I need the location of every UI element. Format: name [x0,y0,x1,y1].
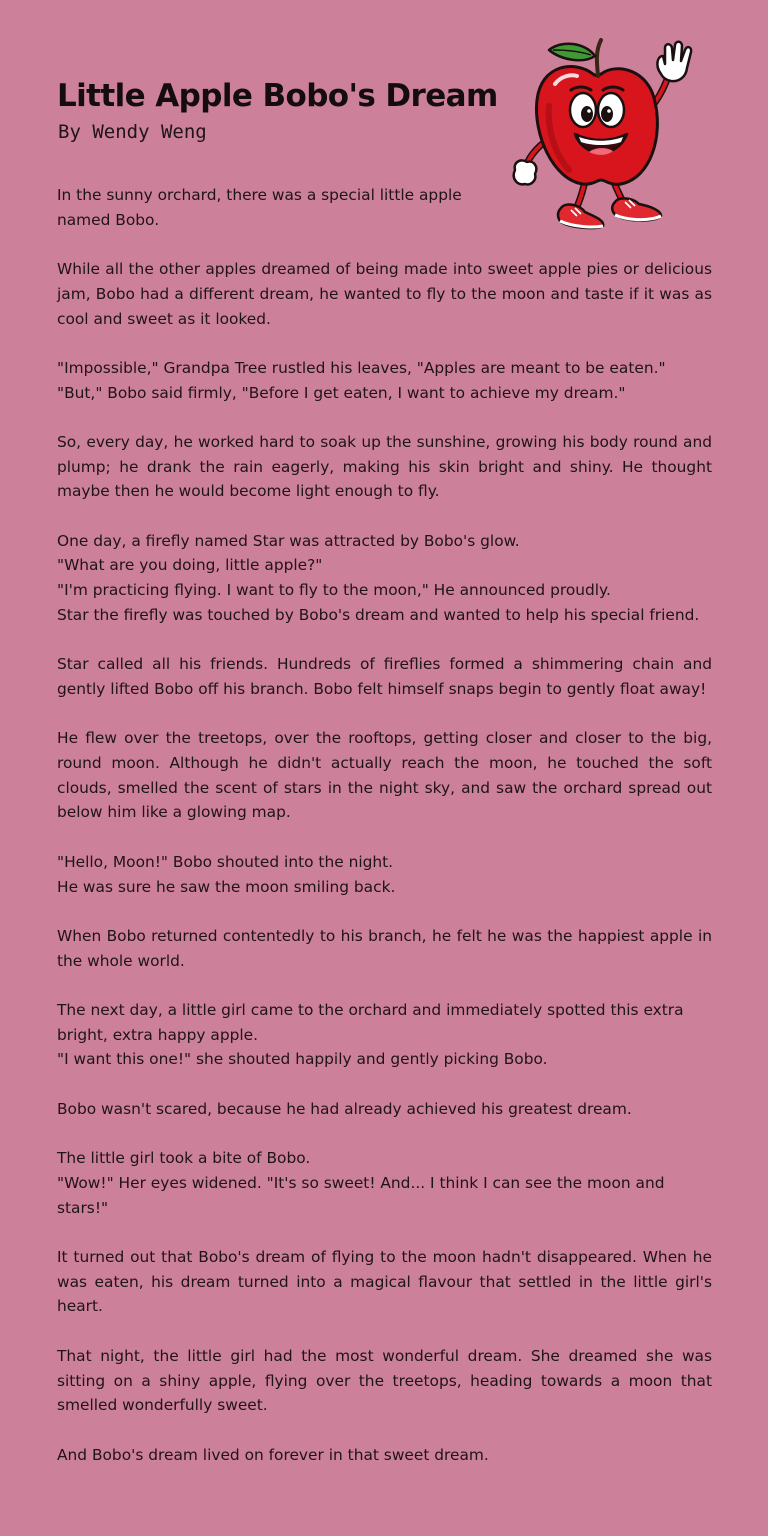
story-line: "What are you doing, little apple?" [57,556,323,575]
mascot-leaf-icon [549,44,595,61]
story-line: It turned out that Bobo's dream of flying to the moon hadn't disappeared. When he was eaten, his dream turned into a magical flavour that settled in the little girl's heart. [57,1248,712,1316]
story-line: The little girl took a bite of Bobo. [57,1149,311,1168]
mascot-stem-icon [597,40,601,76]
story-line: That night, the little girl had the most wonderful dream. She dreamed she was sitting on a shiny apple, flying over the treetops, heading towards a moon that smelled wonderfully sweet. [57,1346,712,1415]
story-line: And Bobo's dream lived on forever in that sweet dream. [57,1445,489,1464]
story-line: "I want this one!" she shouted happily and gently picking Bobo. [57,1050,548,1069]
story-line: "Wow!" Her eyes widened. "It's so sweet! And... I think I can see the moon and stars!" [57,1173,665,1217]
story-line: "Hello, Moon!" Bobo shouted into the night. [57,852,394,871]
story-line: The next day, a little girl came to the orchard and immediately spotted this extra bright, extra happy apple. [57,1001,684,1044]
story-line: "I'm practicing flying. I want to fly to the moon," He announced proudly. [57,581,611,600]
story-line: He was sure he saw the moon smiling back. [57,877,396,896]
story-paragraph [57,356,712,405]
story-paragraph [57,183,477,232]
story-line: He flew over the treetops, over the rooftops, getting closer and closer to the big, round moon. Although he didn't actually reach the moon, he touched the soft clouds, smelled the scent of stars in the night sky, and saw the orchard spread out below him like a glowing map. [57,729,712,822]
author-byline: By Wendy Weng [58,121,207,143]
story-line: Star called all his friends. Hundreds of fireflies formed a shimmering chain and gently lifted Bobo off his branch. Bobo felt himself snaps begin to gently float away! [57,655,712,698]
story-line: When Bobo returned contentedly to his branch, he felt he was the happiest apple in the whole world. [57,926,712,970]
story-paragraph [57,998,712,1072]
story-paragraph [57,1097,712,1122]
story-paragraph [57,257,712,331]
story-paragraph [57,1344,712,1418]
story-paragraph [57,850,712,899]
story-paragraph [57,430,712,504]
story-paragraph [57,652,712,701]
story-paragraph [57,1443,712,1468]
story-paragraph [57,726,712,825]
story-line: So, every day, he worked hard to soak up the sunshine, growing his body round and plump; he drank the rain eagerly, making his skin bright and shiny. He thought maybe then he would become light enough to fly. [57,432,712,501]
story-paragraph [57,529,712,628]
story-title: Little Apple Bobo's Dream [57,78,498,114]
mascot-apple-body-icon [536,67,657,185]
story-paragraph [57,1146,712,1220]
story-paragraph [57,924,712,973]
story-line: One day, a firefly named Star was attracted by Bobo's glow. [57,531,520,550]
story-line: "Impossible," Grandpa Tree rustled his leaves, "Apples are meant to be eaten." [57,358,666,377]
story-line: Star the firefly was touched by Bobo's dream and wanted to help his special friend. [57,605,700,624]
mascot-waving-glove-icon [657,42,691,81]
mascot-left-glove-icon [514,160,537,184]
story-body [57,183,712,1492]
story-line: In the sunny orchard, there was a special little apple named Bobo. [57,186,462,229]
story-line: Bobo wasn't scared, because he had already achieved his greatest dream. [57,1099,632,1118]
story-line: While all the other apples dreamed of being made into sweet apple pies or delicious jam, Bobo had a different dream, he wanted to fly to the moon and taste if it was as cool and sweet as it looked. [57,260,712,328]
story-paragraph [57,1245,712,1319]
story-line: "But," Bobo said firmly, "Before I get eaten, I want to achieve my dream." [57,383,626,402]
